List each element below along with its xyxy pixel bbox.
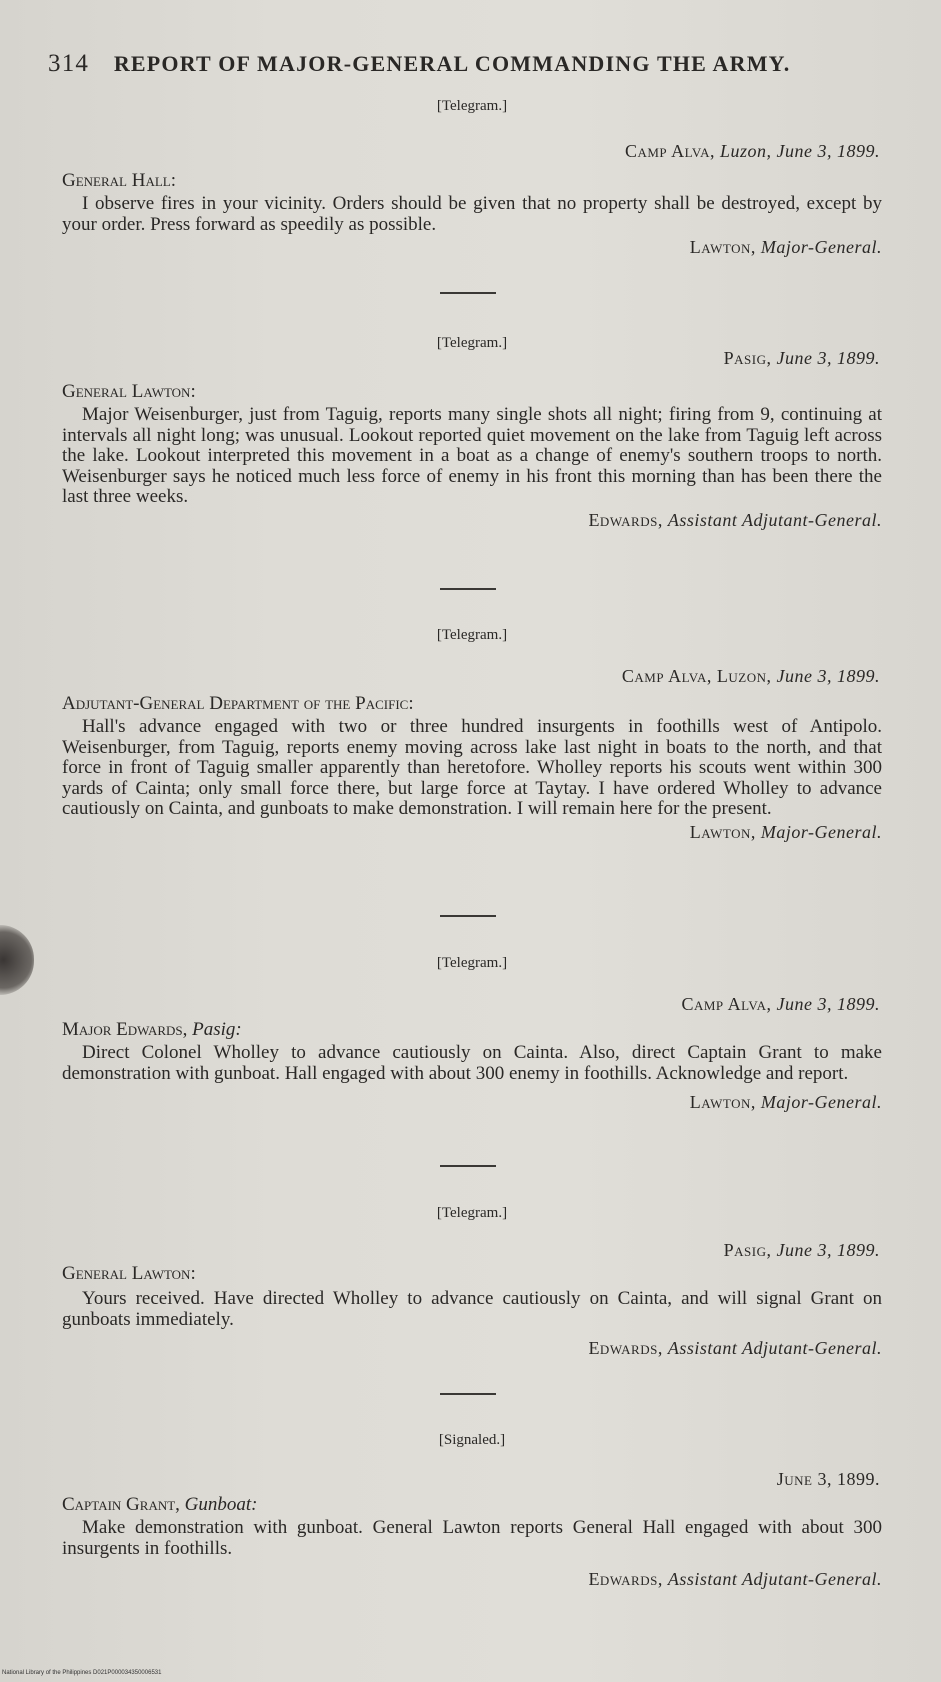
message-type-label: [Telegram.] [436,955,508,971]
message-body: I observe fires in your vicinity. Orders should be given that no property shall be destroyed, except by your order. Press forward as speedily as possible. [62,193,882,235]
message-type-label: [Telegram.] [436,98,508,114]
message-addressee: General Lawton: [62,1263,196,1284]
message-type-label: [Signaled.] [438,1432,506,1448]
message-place-date: Pasig, June 3, 1899. [723,1240,880,1260]
message-4 [62,955,882,1113]
page-number: 314 [48,50,90,77]
message-body: Yours received. Have directed Wholley to advance cautiously on Cainta, and will signal Grant on gunboats immediately. [62,1288,882,1330]
scan-footer: National Library of the Philippines D021P000034350006531 [2,1670,162,1676]
separator-rule [440,915,496,917]
message-signature: Lawton, Major-General. [689,237,882,257]
message-place-date: Pasig, June 3, 1899. [723,348,880,368]
message-6 [62,1432,882,1590]
scan-smudge [0,925,34,995]
separator-rule [440,588,496,590]
message-signature: Lawton, Major-General. [689,821,882,842]
message-1 [62,98,882,258]
message-body: Make demonstration with gunboat. General Lawton reports General Hall engaged with about 300 insurgents in foothills. [62,1517,882,1559]
message-5 [62,1205,882,1359]
separator-rule [440,1165,496,1167]
message-type-label: [Telegram.] [436,335,508,351]
separator-rule [440,1393,496,1395]
page-title: REPORT OF MAJOR-GENERAL COMMANDING THE ARMY. [113,51,791,76]
message-place-date: Camp Alva, Luzon, June 3, 1899. [621,666,880,686]
message-addressee: Adjutant-General Department of the Pacific: [62,693,414,714]
message-addressee: Captain Grant, Gunboat: [62,1494,258,1515]
message-body: Major Weisenburger, just from Taguig, reports many single shots all night; firing from 9, continuing at intervals all night long; was unusual. Lookout reported quiet movement on the lake from Taguig left across the lake. Lookout interpreted this movement in a boat as a change of enemy's southern troops to north. Weisenburger says he noticed much less force of enemy in his front this morning than has been there the last three weeks. [62,404,882,507]
message-signature: Lawton, Major-General. [689,1092,882,1112]
message-signature: Edwards, Assistant Adjutant-General. [588,1569,882,1589]
message-type-label: [Telegram.] [436,627,508,643]
message-type-label: [Telegram.] [436,1205,508,1221]
message-place-date: Camp Alva, June 3, 1899. [681,994,880,1014]
message-3 [62,627,882,843]
message-signature: Edwards, Assistant Adjutant-General. [588,509,882,530]
separator-rule [440,292,496,294]
message-2 [62,335,882,531]
message-place-date: June 3, 1899. [776,1469,880,1489]
message-body: Direct Colonel Wholley to advance cautiously on Cainta. Also, direct Captain Grant to make demonstration with gunboat. Hall engaged with about 300 enemy in foothills. Acknowledge and report. [62,1042,882,1084]
message-addressee: General Lawton: [62,381,196,402]
running-header [48,50,888,78]
message-addressee: Major Edwards, Pasig: [62,1019,242,1040]
message-signature: Edwards, Assistant Adjutant-General. [588,1338,882,1358]
message-place-date: Camp Alva, Luzon, June 3, 1899. [624,141,880,161]
message-addressee: General Hall: [62,170,177,191]
message-body: Hall's advance engaged with two or three hundred insurgents in foothills west of Antipolo. Weisenburger, from Taguig, reports enemy moving across lake last night in boats to the north, and that force in front of Taguig smaller apparently than heretofore. Wholley reports his scouts went within 300 yards of Cainta; only small force there, but large force at Taytay. I have ordered Wholley to advance cautiously on Cainta, and gunboats to make demonstration. I will remain here for the present. [62,716,882,819]
